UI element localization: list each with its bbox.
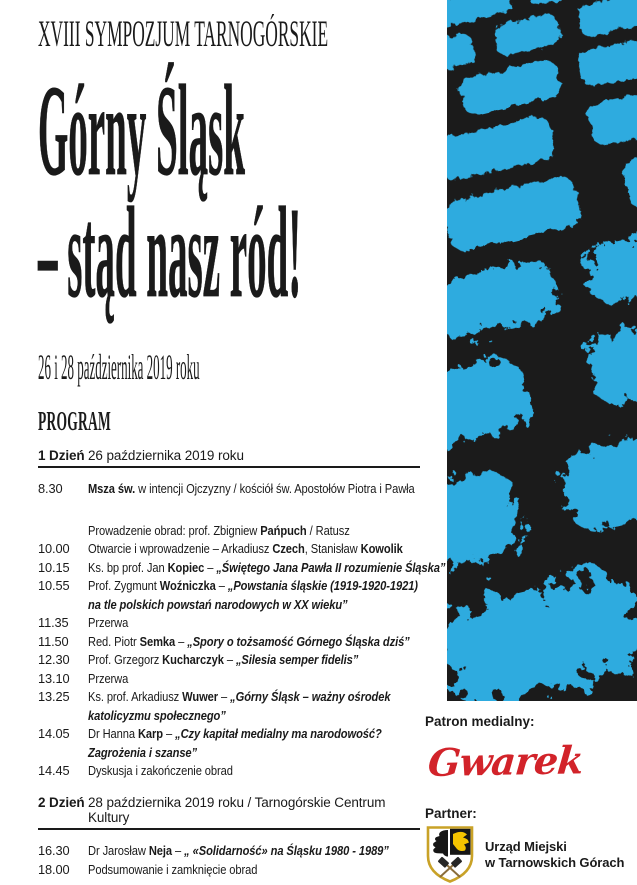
program-row [38, 861, 420, 880]
program-description: Red. Piotr Semka – „Spory o tożsamość Górnego Śląska dziś” [88, 633, 410, 649]
program-row [38, 762, 420, 781]
partner-name-line2: w Tarnowskich Górach [485, 854, 625, 870]
program-heading: PROGRAM [38, 406, 111, 436]
program-description: Prowadzenie obrad: prof. Zbigniew Pańpuch / Ratusz [88, 522, 350, 538]
program-time: 10.55 [38, 578, 70, 593]
day1-date: 26 października 2019 roku [88, 448, 244, 463]
program-time: 10.15 [38, 559, 70, 575]
program-description: Dr Hanna Karp – „Czy kapitał medialny ma narodowość? Zagrożenia i szanse” [88, 726, 382, 760]
program-time: 10.00 [38, 541, 70, 556]
program-row [38, 725, 420, 762]
program-row [38, 842, 420, 861]
program-row [38, 577, 420, 614]
day1-rows [38, 480, 446, 781]
program-time: 11.35 [38, 615, 69, 630]
main-title-line1: Górny Śląsk [38, 59, 245, 203]
program-time: 11.50 [38, 633, 69, 649]
program-row [38, 522, 420, 541]
program-row [38, 670, 420, 689]
day1-header [38, 448, 420, 468]
partner-block [426, 826, 624, 883]
main-title-line2: – stąd nasz ród! [38, 181, 302, 325]
partner-name [485, 839, 624, 871]
program-time: 18.00 [38, 861, 70, 877]
program-row [38, 559, 446, 578]
day2-header [38, 795, 420, 830]
day1-label: 1 Dzień [38, 448, 85, 463]
patron-label: Patron medialny: [425, 714, 535, 729]
program-row [38, 633, 420, 652]
program-description: Przerwa [88, 615, 129, 630]
program-description: Przerwa [88, 670, 129, 686]
program-time: 12.30 [38, 652, 70, 667]
day2-section [38, 795, 420, 879]
program-time: 13.10 [38, 670, 70, 686]
event-date: 26 i 28 października 2019 roku [38, 347, 200, 387]
gwarek-logo: Gwarek [426, 737, 585, 785]
partner-label: Partner: [425, 806, 477, 821]
day1-section [38, 448, 446, 781]
program-time: 14.45 [38, 763, 70, 778]
program-row [38, 480, 420, 499]
program-description: Podsumowanie i zamknięcie obrad [88, 861, 258, 877]
program-row [38, 688, 420, 725]
day2-label: 2 Dzień [38, 795, 85, 810]
program-description: Prof. Zygmunt Woźniczka – „Powstania śląskie (1919-1920-1921) na tle polskich powstań narodowych w XX wieku” [88, 578, 418, 612]
program-description: Dr Jarosław Neja – „ «Solidarność» na Śląsku 1980 - 1989” [88, 843, 389, 858]
day2-rows [38, 842, 420, 879]
program-description: Dyskusja i zakończenie obrad [88, 763, 233, 778]
program-row [38, 540, 420, 559]
program-time: 13.25 [38, 689, 70, 704]
program-row [38, 614, 420, 633]
program-description: Msza św. w intencji Ojczyzny / kościół św. Apostołów Piotra i Pawła [88, 481, 415, 496]
program-time [38, 522, 88, 541]
program-description: Ks. bp prof. Jan Kopiec – „Świętego Jana Pawła II rozumienie Śląska” [88, 559, 446, 575]
partner-name-line1: Urząd Miejski [485, 838, 567, 854]
program-time: 8.30 [38, 481, 63, 496]
program-description: Prof. Grzegorz Kucharczyk – „Silesia semper fidelis” [88, 652, 359, 667]
coat-of-arms-icon [426, 826, 474, 883]
program-description: Ks. prof. Arkadiusz Wuwer – „Górny Śląsk – ważny ośrodek katolicyzmu społecznego” [88, 689, 391, 723]
program-time: 14.05 [38, 726, 70, 741]
program-description: Otwarcie i wprowadzenie – Arkadiusz Czech, Stanisław Kowolik [88, 541, 403, 556]
cobblestone-pavement-image [447, 0, 637, 701]
symposium-series-title: XVIII SYMPOZJUM TARNOGÓRSKIE [38, 14, 329, 55]
program-time: 16.30 [38, 843, 70, 858]
program-row [38, 651, 420, 670]
day2-date: 28 października 2019 roku / Tarnogórskie Centrum Kultury [88, 795, 386, 825]
